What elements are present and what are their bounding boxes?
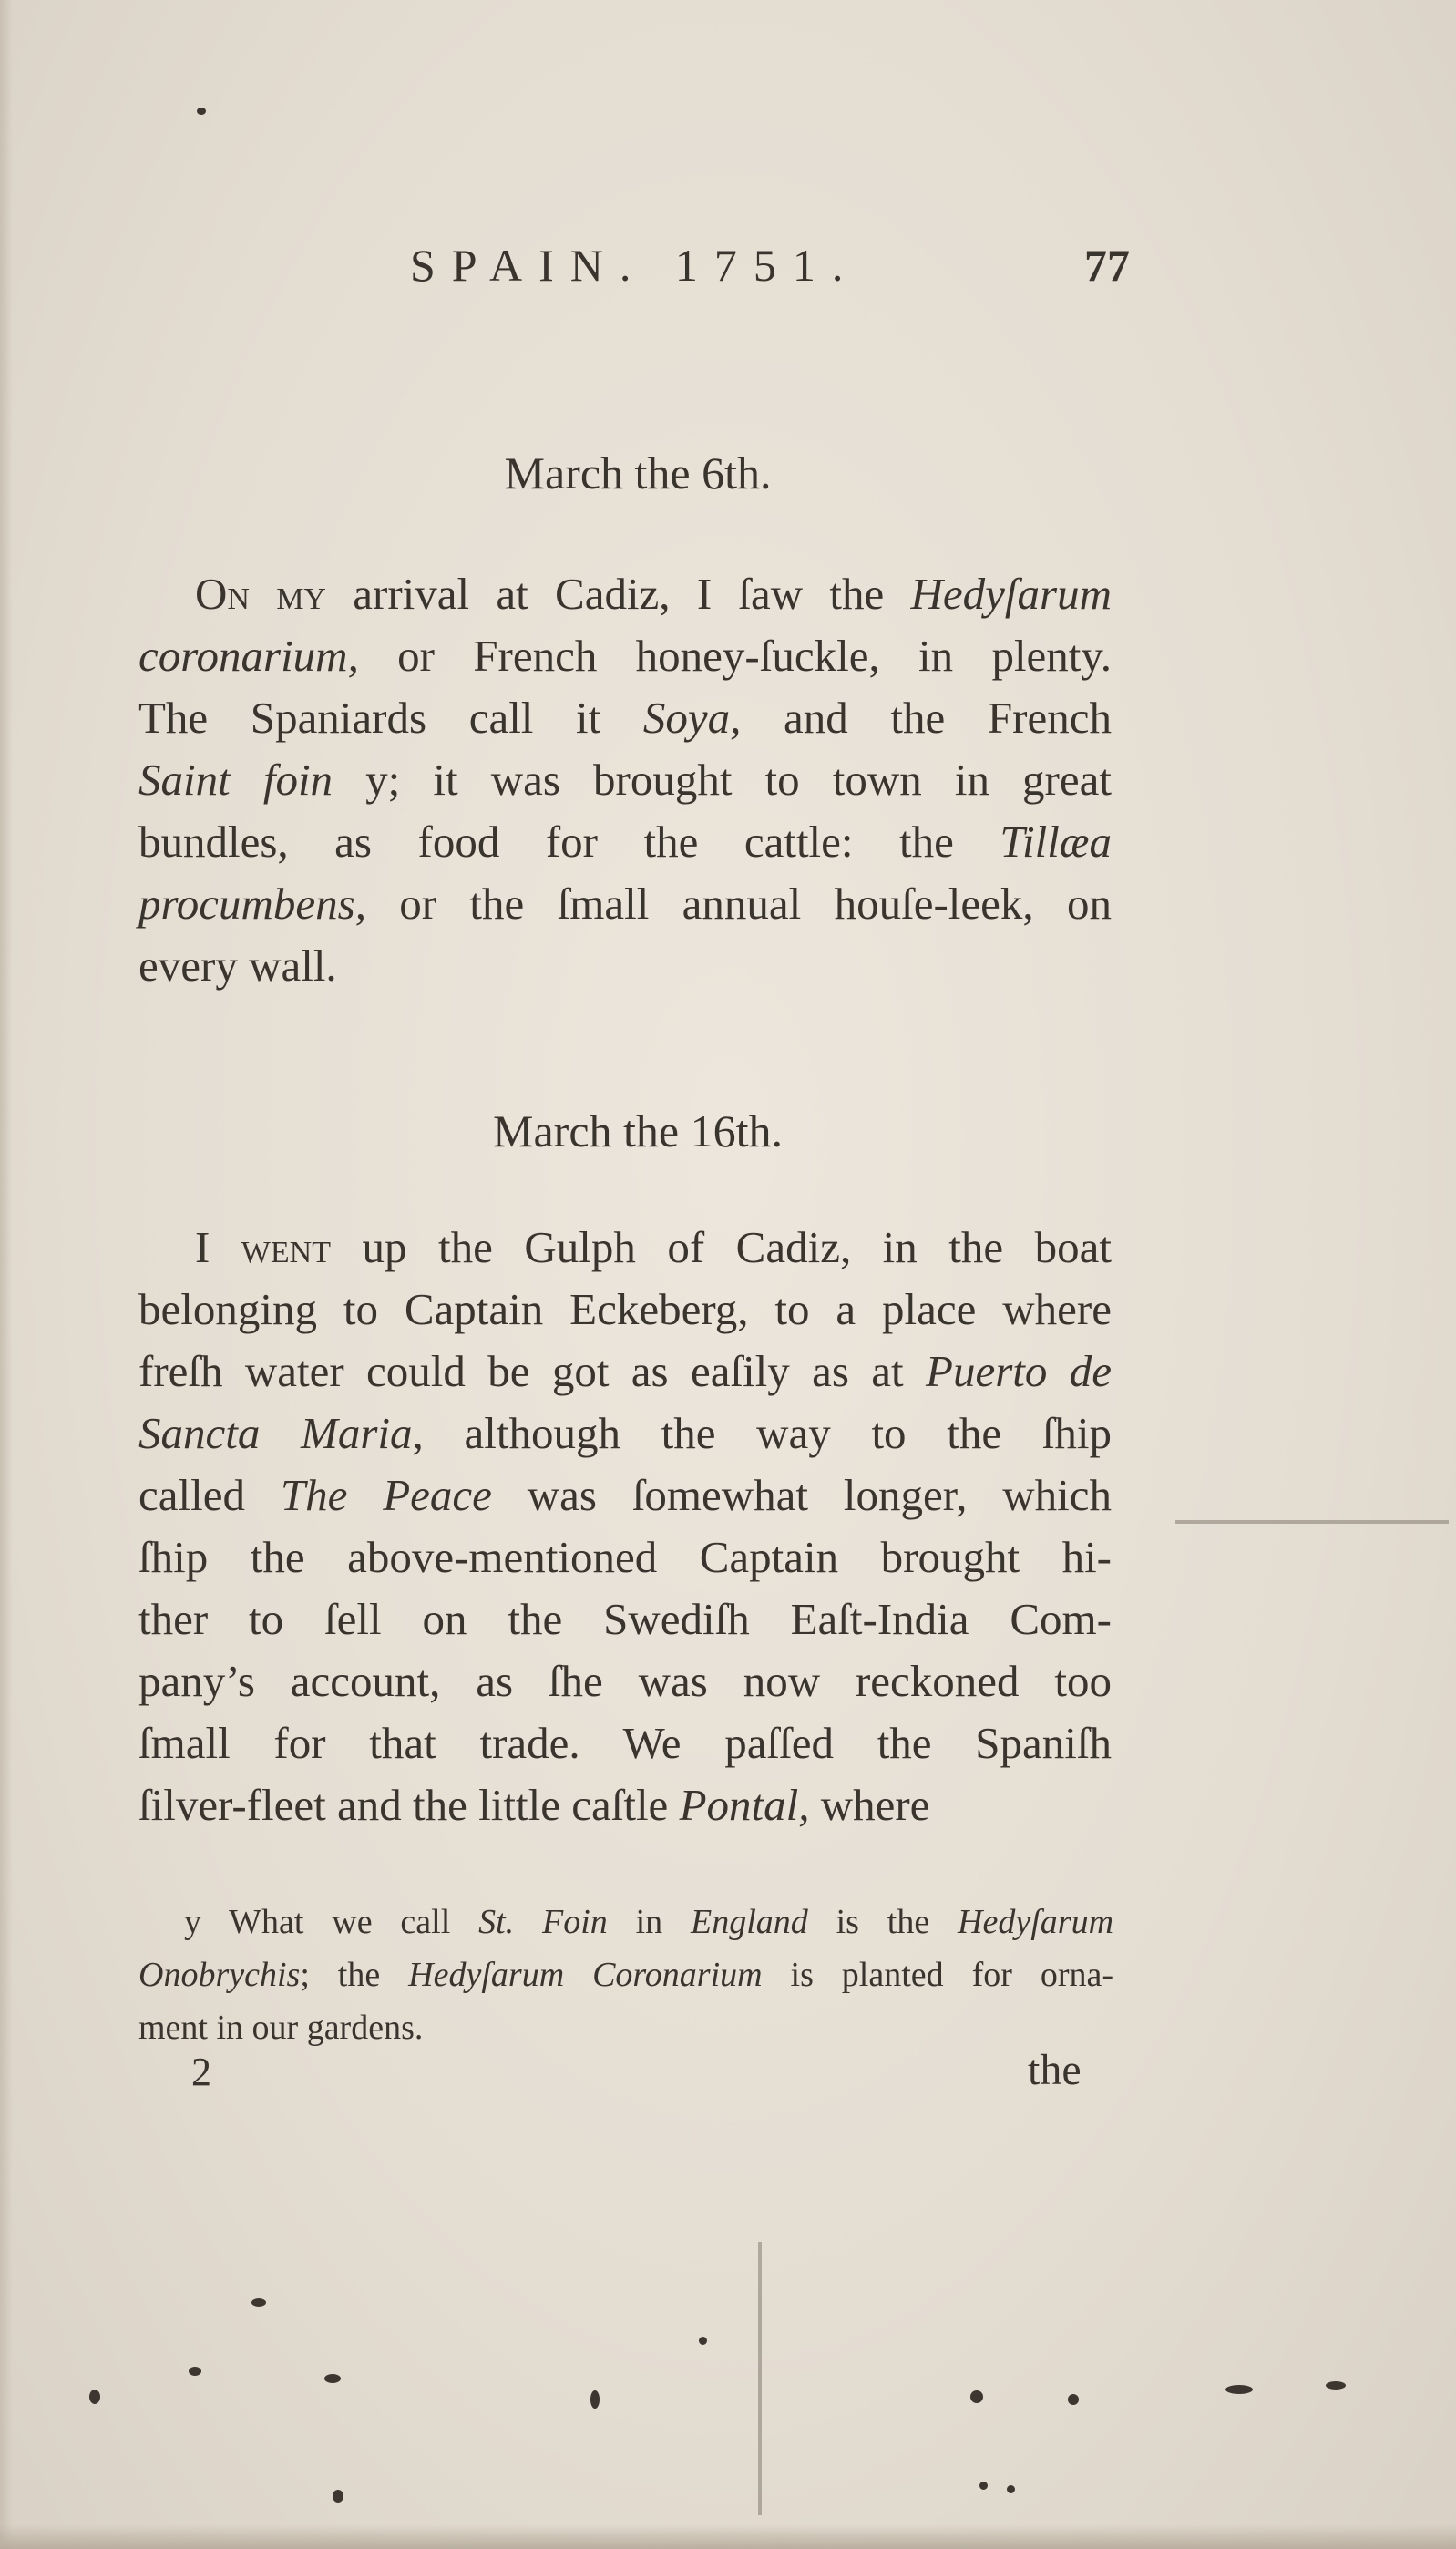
section-heading-march-6: March the 6th.	[504, 447, 772, 498]
text-line	[138, 1217, 1112, 1279]
text-run: in	[607, 1903, 691, 1941]
footnote	[138, 1896, 1113, 2054]
text-line	[138, 1279, 1112, 1341]
italic-text: Hedyſarum	[910, 569, 1112, 619]
text-line	[138, 1650, 1112, 1712]
text-run: or the ſmall annual houſe-leek, on	[365, 879, 1112, 929]
ink-speck	[1068, 2394, 1079, 2405]
text-run: The Spaniards call it	[138, 693, 643, 743]
text-run: On my	[195, 569, 326, 619]
section-heading-march-16: March the 16th.	[493, 1105, 783, 1156]
text-run: although the way to the ſhip	[423, 1408, 1112, 1458]
text-run: ſilver-fleet and the little caſtle	[138, 1780, 680, 1830]
text-run: was ſomewhat longer, which	[491, 1470, 1112, 1520]
text-run: ment in our gardens.	[138, 2009, 424, 2047]
text-line	[138, 749, 1112, 811]
text-run: where	[809, 1780, 930, 1830]
text-line	[138, 1465, 1112, 1526]
italic-text: Onobrychis	[138, 1956, 301, 1994]
ink-speck	[699, 2337, 707, 2345]
italic-text: Pontal,	[679, 1780, 810, 1830]
text-run: every wall.	[138, 940, 337, 991]
running-head	[137, 239, 1130, 303]
italic-text: Hedyſarum Coronarium	[408, 1956, 763, 1994]
italic-text: Saint foin	[138, 755, 333, 805]
text-line	[138, 1403, 1112, 1465]
text-run: up the Gulph of Cadiz, in the boat	[331, 1222, 1113, 1272]
text-line	[138, 625, 1112, 687]
page-number: 77	[1084, 240, 1130, 291]
signature-mark: 2	[191, 2050, 211, 2094]
catchword: the	[1028, 2046, 1082, 2094]
text-line	[138, 1774, 1112, 1836]
text-run: or French honey-ſuckle, in plenty.	[358, 631, 1112, 681]
text-run: pany’s account, as ſhe was now reckoned too	[138, 1656, 1112, 1706]
text-line	[138, 1341, 1112, 1403]
text-run: y; it was brought to town in great	[333, 755, 1112, 805]
text-line	[138, 1948, 1113, 2001]
paragraph-march-6	[138, 563, 1112, 997]
ink-speck	[970, 2390, 983, 2403]
text-run: ; the	[300, 1956, 409, 1994]
text-line	[138, 1896, 1113, 1948]
text-run: ſhip the above-mentioned Captain brought hi-	[138, 1532, 1112, 1582]
running-head-title: SPAIN. 1751.	[410, 240, 860, 291]
text-line	[138, 1526, 1112, 1588]
text-run: belonging to Captain Eckeberg, to a place where	[138, 1284, 1112, 1334]
text-line	[138, 563, 1112, 625]
text-line	[138, 873, 1112, 935]
paper-scratch	[1175, 1520, 1449, 1524]
paper-scratch	[758, 2242, 762, 2515]
ink-speck	[89, 2390, 100, 2404]
text-run: is the	[807, 1903, 959, 1941]
ink-speck	[1225, 2385, 1253, 2394]
text-line	[138, 2001, 1113, 2054]
italic-text: Soya,	[642, 693, 742, 743]
text-run: I went	[195, 1222, 331, 1272]
italic-text: Hedyſarum	[958, 1903, 1114, 1941]
italic-text: Sancta Maria,	[138, 1408, 424, 1458]
ink-speck	[324, 2374, 341, 2383]
ink-speck	[590, 2390, 600, 2409]
text-line	[138, 811, 1112, 873]
text-line	[138, 1712, 1112, 1774]
italic-text: St. Foin	[478, 1903, 608, 1941]
ink-speck	[197, 108, 206, 115]
italic-text: procumbens,	[138, 879, 366, 929]
text-run: and the French	[741, 693, 1112, 743]
text-line	[138, 935, 1112, 997]
page-bottom-shadow	[0, 2524, 1456, 2549]
paragraph-march-16	[138, 1217, 1112, 1836]
ink-speck	[333, 2490, 343, 2503]
italic-text: Puerto de	[926, 1346, 1112, 1396]
italic-text: England	[691, 1903, 808, 1941]
ink-speck	[251, 2298, 266, 2307]
ink-speck	[1326, 2381, 1346, 2390]
text-line	[138, 1588, 1112, 1650]
italic-text: The Peace	[280, 1470, 492, 1520]
text-run: bundles, as food for the cattle: the	[138, 817, 1000, 867]
ink-speck	[189, 2367, 201, 2376]
text-run: arrival at Cadiz, I ſaw the	[326, 569, 911, 619]
text-run: y What we call	[184, 1903, 479, 1941]
text-line	[138, 687, 1112, 749]
page-edge-shadow	[0, 0, 13, 2549]
italic-text: Tillæa	[1000, 817, 1112, 867]
ink-speck	[1007, 2485, 1015, 2493]
text-run: ther to ſell on the Swediſh Eaſt-India Com-	[138, 1594, 1112, 1644]
italic-text: coronarium,	[138, 631, 359, 681]
ink-speck	[979, 2482, 988, 2490]
text-run: ſmall for that trade. We paſſed the Spaniſh	[138, 1718, 1112, 1768]
text-run: is planted for orna-	[762, 1956, 1114, 1994]
text-run: freſh water could be got as eaſily as at	[138, 1346, 927, 1396]
text-run: called	[138, 1470, 281, 1520]
